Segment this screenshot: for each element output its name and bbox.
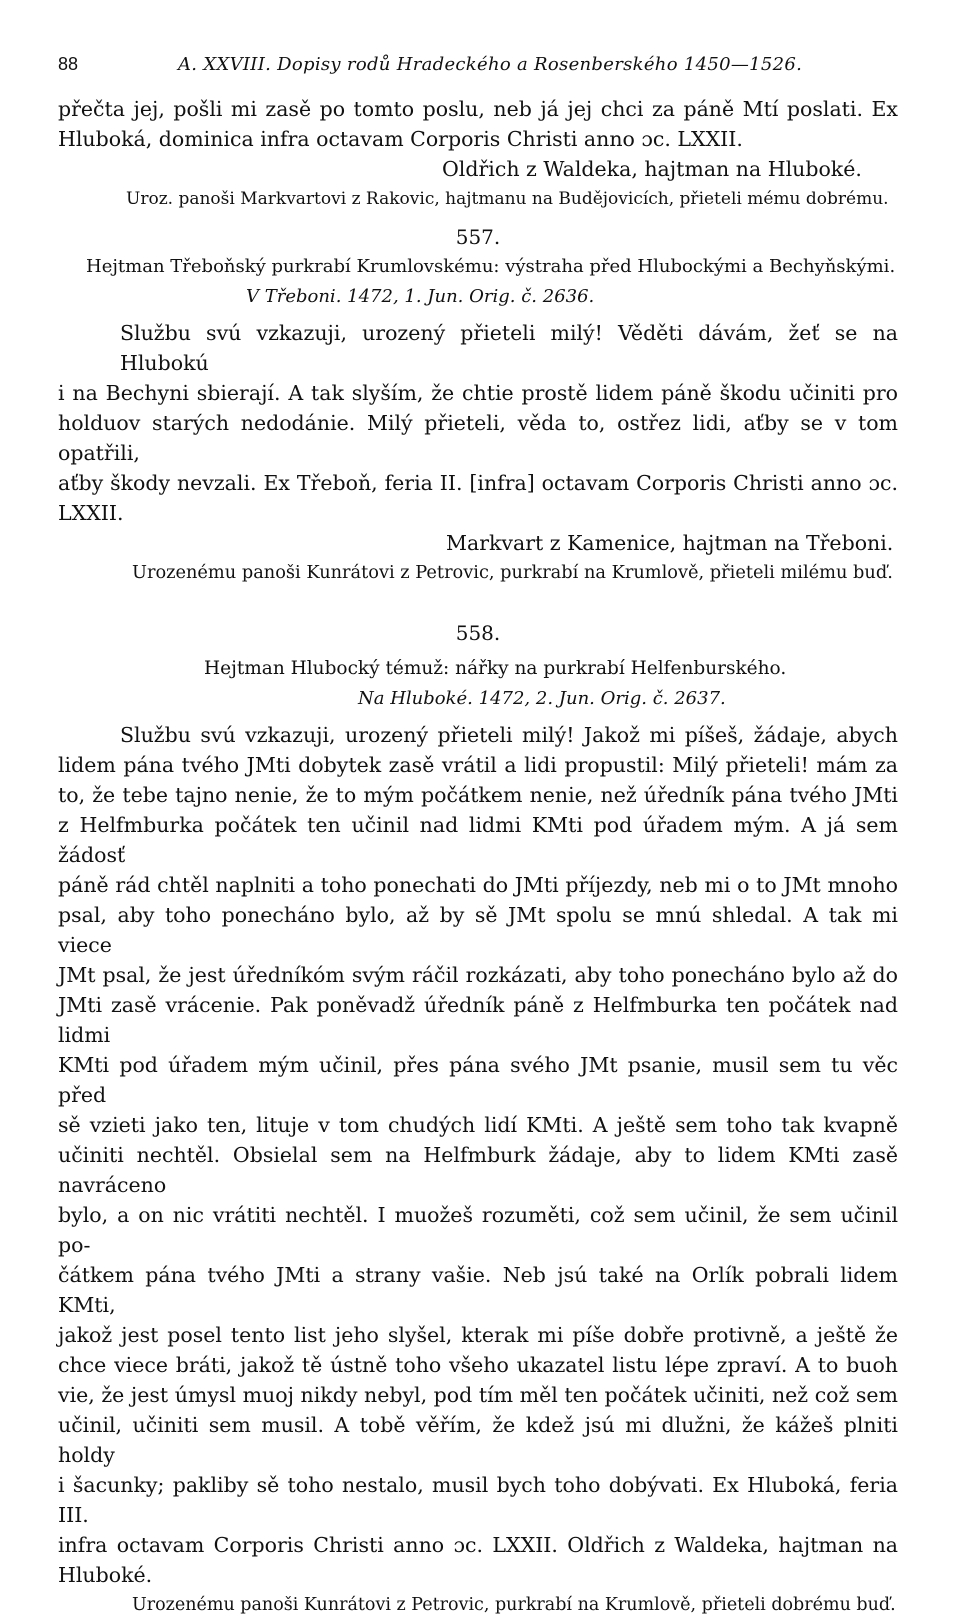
text-line: čátkem pána tvého JMti a strany vašie. Neb jsú také na Orlík pobrali lidem KMti,	[58, 1263, 898, 1317]
place-date: Na Hluboké. 1472, 2. Jun. Orig. č. 2637.	[358, 688, 726, 709]
letter-557	[58, 222, 898, 588]
text-line: JMti zasě vrácenie. Pak poněvadž úředník páně z Helfmburka ten počátek nad lidmi	[58, 993, 898, 1047]
letter-558	[58, 618, 898, 1620]
text-line: aťby škody nevzali. Ex Třeboň, feria II. [infra] octavam Corporis Christi anno ɔc. LXXII.	[58, 471, 898, 525]
text-line: páně rád chtěl naplniti a toho ponechati do JMti příjezdy, neb mi o to JMt mnoho	[58, 873, 898, 897]
text-line: přečta jej, pošli mi zasě po tomto poslu, neb já jej chci za páně Mtí poslati. Ex	[58, 97, 898, 121]
document-page	[58, 54, 898, 1620]
text-line: Hluboká, dominica infra octavam Corporis Christi anno ɔc. LXXII.	[58, 127, 743, 151]
text-line: i na Bechyni sbierají. A tak slyším, že chtie prostě lidem páně škodu učiniti pro	[58, 381, 898, 405]
intro-section	[58, 94, 898, 214]
letter-heading: Hejtman Hlubocký témuž: nářky na purkrabí Helfenburského.	[204, 658, 787, 679]
running-title: A. XXVIII. Dopisy rodů Hradeckého a Rosenberského 1450—1526.	[178, 54, 803, 75]
text-line: vie, že jest úmysl muoj nikdy nebyl, pod tím měl ten počátek učiniti, než což sem	[58, 1383, 898, 1407]
text-line: jakož jest posel tento list jeho slyšel, kterak mi píše dobře protivně, a ještě že	[58, 1323, 898, 1347]
text-line: učiniti nechtěl. Obsielal sem na Helfmburk žádaje, aby to lidem KMti zasě navráceno	[58, 1143, 898, 1197]
text-line: učinil, učiniti sem musil. A tobě věřím, že kdež jsú mi dlužni, že kážeš plniti holdy	[58, 1413, 898, 1467]
text-line: Službu svú vzkazuji, urozený přieteli milý! Jakož mi píšeš, žádaje, abych	[120, 723, 898, 747]
signature: Oldřich z Waldeka, hajtman na Hluboké.	[442, 157, 862, 181]
letter-heading: Hejtman Třeboňský purkrabí Krumlovskému: výstraha před Hlubockými a Bechyňskými.	[86, 256, 896, 277]
text-line: i šacunky; pakliby sě toho nestalo, musil bych toho dobývati. Ex Hluboká, feria III.	[58, 1473, 898, 1527]
letter-number: 558.	[455, 621, 501, 645]
text-line: bylo, a on nic vrátiti nechtěl. I muožeš rozuměti, což sem učinil, že sem učinil po-	[58, 1203, 898, 1257]
text-line: KMti pod úřadem mým učinil, přes pána svého JMt psanie, musil sem tu věc před	[58, 1053, 898, 1107]
text-line: z Helfmburka počátek ten učinil nad lidmi KMti pod úřadem mým. A já sem žádosť	[58, 813, 898, 867]
address-line: Urozenému panoši Kunrátovi z Petrovic, purkrabí na Krumlově, přieteli dobrému buď.	[132, 1595, 896, 1615]
letter-body	[58, 720, 898, 1590]
letter-number: 557.	[455, 225, 501, 249]
text-line: Službu svú vzkazuji, urozený přieteli milý! Věděti dávám, žeť se na Hlubokú	[120, 321, 898, 375]
text-line: chce viece bráti, jakož tě ústně toho všeho ukazatel listu lépe zpraví. A to buoh	[58, 1353, 898, 1377]
address-line: Urozenému panoši Kunrátovi z Petrovic, purkrabí na Krumlově, přieteli milému buď.	[132, 563, 893, 583]
text-line: holduov starých nedodánie. Milý přieteli, věda to, ostřez lidi, aťby se v tom opatřili,	[58, 411, 898, 465]
page-header	[58, 54, 898, 94]
text-line: sě vzieti jako ten, lituje v tom chudých lidí KMti. A ještě sem toho tak kvapně	[58, 1113, 898, 1137]
text-line: lidem pána tvého JMti dobytek zasě vrátil a lidi propustil: Milý přieteli! mám za	[58, 753, 898, 777]
page-number: 88	[58, 54, 79, 74]
place-date: V Třeboni. 1472, 1. Jun. Orig. č. 2636.	[246, 286, 595, 307]
text-line: JMt psal, že jest úředníkóm svým ráčil rozkázati, aby toho ponecháno bylo až do	[58, 963, 898, 987]
text-line: psal, aby toho ponecháno bylo, až by sě JMt spolu se mnú shledal. A tak mi viece	[58, 903, 898, 957]
text-line: infra octavam Corporis Christi anno ɔc. LXXII. Oldřich z Waldeka, hajtman na Hluboké.	[58, 1533, 898, 1587]
signature: Markvart z Kamenice, hajtman na Třeboni.	[446, 531, 894, 555]
text-line: to, že tebe tajno nenie, že to mým počátkem nenie, než úředník pána tvého JMti	[58, 783, 898, 807]
address-line: Uroz. panoši Markvartovi z Rakovic, hajtmanu na Budějovicích, přieteli mému dobrému.	[126, 189, 889, 209]
